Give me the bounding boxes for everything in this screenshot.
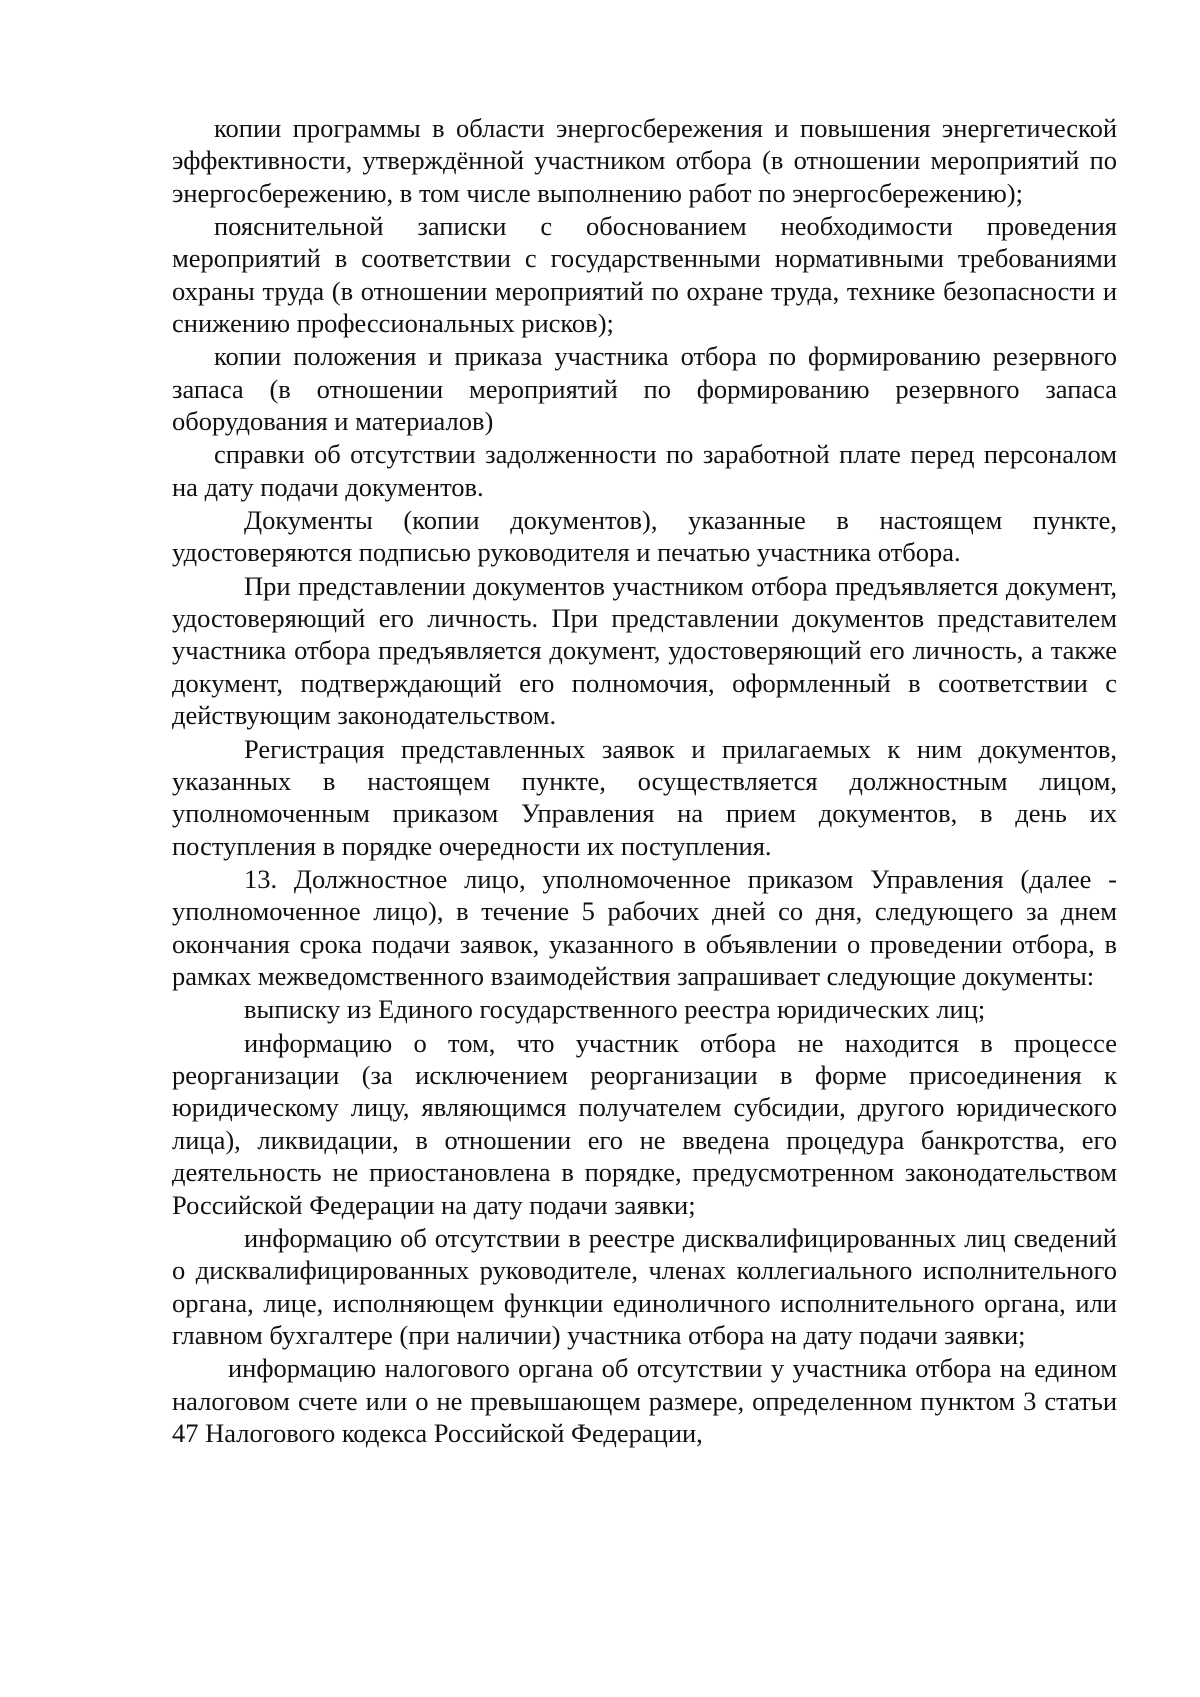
paragraph-reserve-stock: копии положения и приказа участника отбора по формированию резервного запаса (в отношении мероприятий по формированию резервного запаса оборудования и материалов) bbox=[172, 341, 1117, 437]
paragraph-registration: Регистрация представленных заявок и прилагаемых к ним документов, указанных в настоящем пункте, осуществляется должностным лицом, уполномоченным приказом Управления на прием документов, в день их поступления в порядке очередности их поступления. bbox=[172, 733, 1117, 861]
paragraph-energy-program: копии программы в области энергосбережения и повышения энергетической эффективности, утверждённой участником отбора (в отношении мероприятий по энергосбережению, в том числе выполнению работ по энергосбережению); bbox=[172, 113, 1117, 208]
paragraph-reorganization-info: информацию о том, что участник отбора не находится в процессе реорганизации (за исключением реорганизации в форме присоединения к юридическому лицу, являющимся получателем субсидии, другого юридического лица), ликвидации, в отношении его не введена процедура банкротства, его деятельность не приостановлена в порядке, предусмотренном законодательством Российской Федерации на дату подачи заявки; bbox=[172, 1027, 1117, 1220]
paragraph-egrul-extract: выписку из Единого государственного реестра юридических лиц; bbox=[244, 994, 986, 1025]
document-page bbox=[172, 112, 1117, 1449]
paragraph-salary-debt: справки об отсутствии задолженности по заработной плате перед персоналом на дату подачи документов. bbox=[172, 439, 1117, 502]
paragraph-tax-authority: информацию налогового органа об отсутствии у участника отбора на едином налоговом счете или о не превышающем размере, определенном пунктом 3 статьи 47 Налогового кодекса Российской Федерации, bbox=[172, 1353, 1117, 1449]
paragraph-document-certification: Документы (копии документов), указанные в настоящем пункте, удостоверяются подписью руководителя и печатью участника отбора. bbox=[172, 505, 1117, 568]
paragraph-disqualified-persons: информацию об отсутствии в реестре дисквалифицированных лиц сведений о дисквалифицированных руководителе, членах коллегиального исполнительного органа, лице, исполняющем функции единоличного исполнительного органа, или главном бухгалтере (при наличии) участника отбора на дату подачи заявки; bbox=[172, 1222, 1117, 1350]
paragraph-explanatory-note: пояснительной записки с обоснованием необходимости проведения мероприятий в соответствии с государственными нормативными требованиями охраны труда (в отношении мероприятий по охране труда, технике безопасности и снижению профессиональных рисков); bbox=[172, 211, 1117, 339]
paragraph-item-13: 13. Должностное лицо, уполномоченное приказом Управления (далее - уполномоченное лицо), в течение 5 рабочих дней со дня, следующего за днем окончания срока подачи заявок, указанного в объявлении о проведении отбора, в рамках межведомственного взаимодействия запрашивает следующие документы: bbox=[172, 863, 1117, 992]
paragraph-identity-presentation: При представлении документов участником отбора предъявляется документ, удостоверяющий его личность. При представлении документов представителем участника отбора предъявляется документ, удостоверяющий его личность, а также документ, подтверждающий его полномочия, оформленный в соответствии с действующим законодательством. bbox=[172, 570, 1117, 731]
